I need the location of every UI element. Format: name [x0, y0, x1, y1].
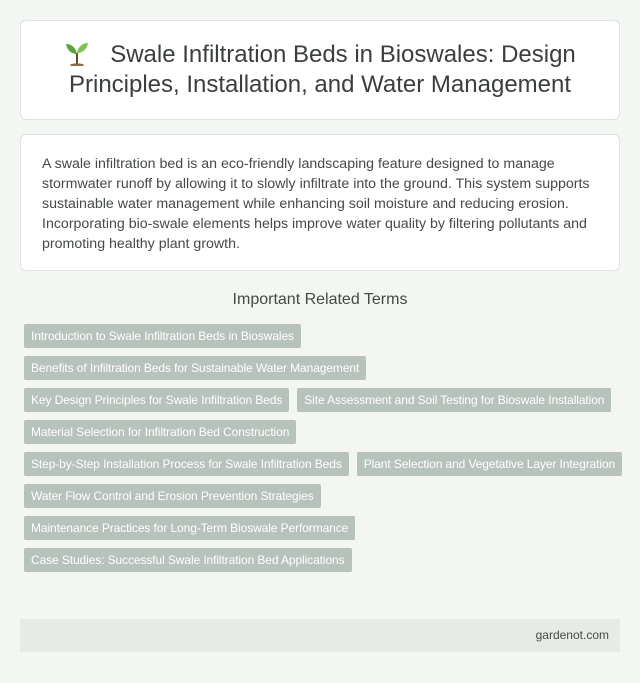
page-title-text: Swale Infiltration Beds in Bioswales: Design Principles, Installation, and Water Management: [68, 41, 576, 98]
related-term-tag[interactable]: Introduction to Swale Infiltration Beds in Bioswales: [24, 324, 301, 348]
related-terms-list: [24, 324, 624, 572]
related-term-tag[interactable]: Plant Selection and Vegetative Layer Integration: [357, 452, 622, 476]
related-term-tag[interactable]: Key Design Principles for Swale Infiltration Beds: [24, 388, 289, 412]
related-term-tag[interactable]: Material Selection for Infiltration Bed Construction: [24, 420, 296, 444]
title-card: [20, 20, 620, 120]
footer-site-link[interactable]: gardenot.com: [535, 628, 609, 642]
related-term-tag[interactable]: Maintenance Practices for Long-Term Bioswale Performance: [24, 516, 355, 540]
description-text: A swale infiltration bed is an eco-friendly landscaping feature designed to manage stormwater runoff by allowing it to slowly infiltrate into the ground. This system supports sustainable water management while enhancing soil moisture and reducing erosion. Incorporating bio-swale elements helps improve water quality by filtering pollutants and promoting healthy plant growth.: [42, 156, 590, 252]
related-terms-heading: Important Related Terms: [232, 291, 408, 308]
related-term-tag[interactable]: Water Flow Control and Erosion Prevention Strategies: [24, 484, 321, 508]
footer: [20, 619, 620, 652]
related-term-tag[interactable]: Step-by-Step Installation Process for Swale Infiltration Beds: [24, 452, 349, 476]
related-term-tag[interactable]: Site Assessment and Soil Testing for Bioswale Installation: [297, 388, 611, 412]
related-term-tag[interactable]: Benefits of Infiltration Beds for Sustainable Water Management: [24, 356, 366, 380]
related-term-tag[interactable]: Case Studies: Successful Swale Infiltration Bed Applications: [24, 548, 352, 572]
page-title: [51, 40, 589, 100]
description-card: [20, 134, 620, 271]
sprout-icon: [64, 40, 90, 66]
